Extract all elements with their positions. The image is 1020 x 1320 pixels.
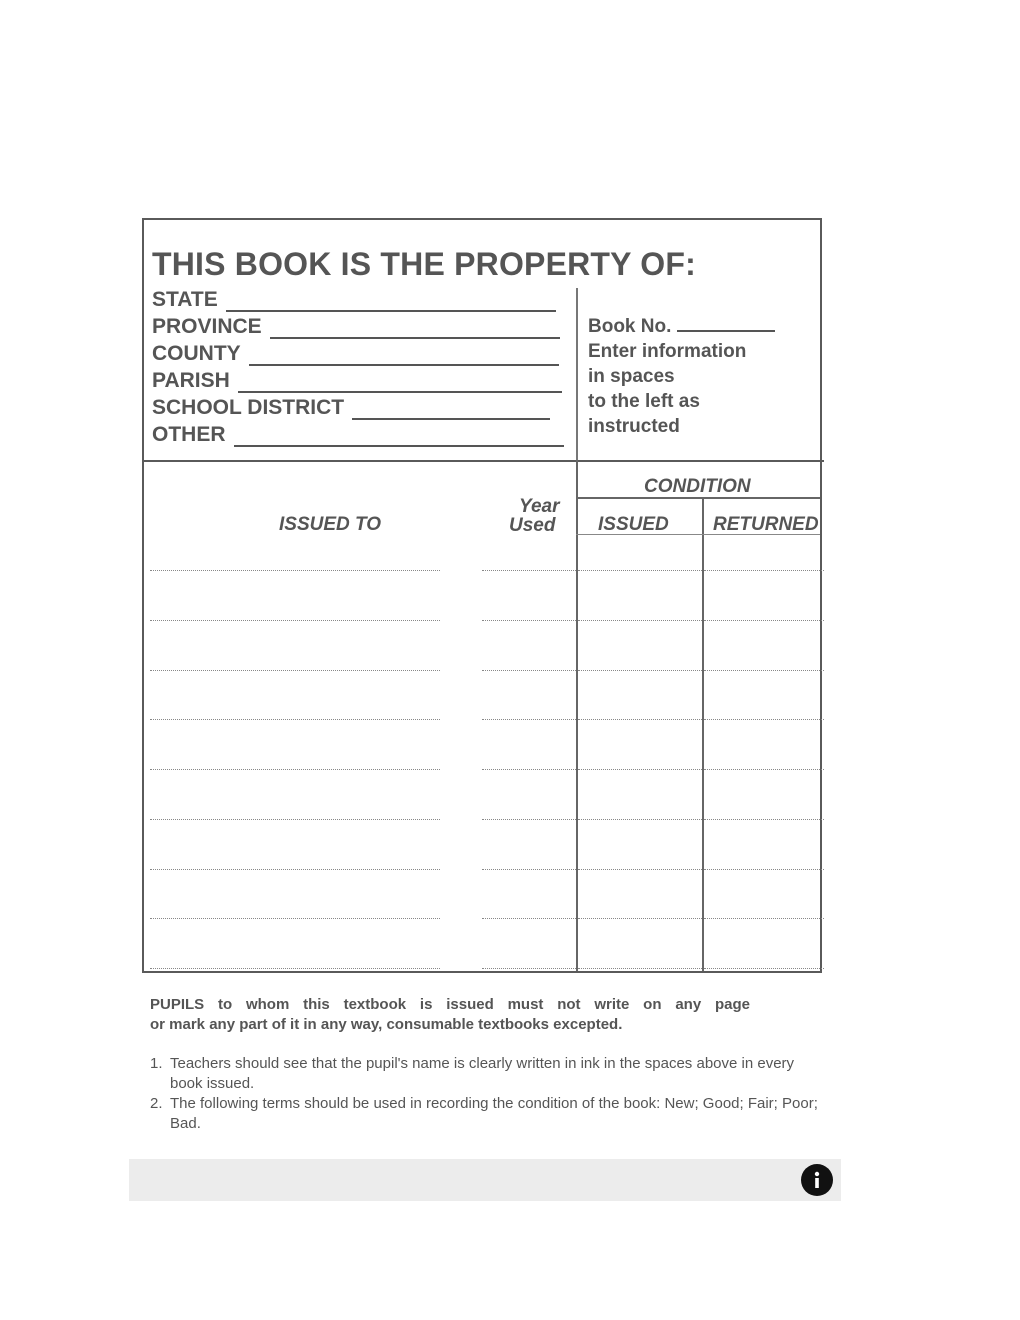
field-label-other: OTHER	[152, 423, 226, 446]
book-number-note	[588, 314, 775, 439]
row-line-issued[interactable]	[578, 620, 702, 621]
row-line-year[interactable]	[482, 620, 576, 621]
instruction-number: 1.	[150, 1055, 163, 1072]
row-line-issued-to[interactable]	[150, 769, 440, 770]
section-divider	[144, 460, 824, 462]
row-line-issued-to[interactable]	[150, 670, 440, 671]
field-province[interactable]	[152, 315, 560, 339]
instruction-text: Teachers should see that the pupil's name is clearly written in ink in the spaces above in every book issued.	[170, 1055, 795, 1092]
notice-line-1: PUPILS to whom this textbook is issued must not write on any page	[150, 996, 750, 1013]
form-title: THIS BOOK IS THE PROPERTY OF:	[152, 246, 696, 282]
row-line-issued-to[interactable]	[150, 918, 440, 919]
note-line-2: in spaces	[588, 366, 675, 387]
row-line-year[interactable]	[482, 968, 576, 969]
condition-divider	[576, 460, 578, 971]
row-line-issued-to[interactable]	[150, 570, 440, 571]
issued-header: ISSUED	[598, 514, 669, 535]
book-no-row[interactable]	[588, 314, 775, 339]
field-label-parish: PARISH	[152, 369, 230, 392]
book-no-label: Book No.	[588, 316, 672, 337]
property-form	[142, 218, 822, 973]
row-line-issued[interactable]	[578, 670, 702, 671]
row-line-returned[interactable]	[704, 719, 824, 720]
returned-header: RETURNED	[713, 514, 819, 535]
instruction-item	[150, 1094, 822, 1134]
issued-returned-divider	[702, 497, 704, 971]
field-line-state[interactable]	[226, 292, 556, 312]
row-line-year[interactable]	[482, 719, 576, 720]
row-line-returned[interactable]	[704, 620, 824, 621]
field-line-province[interactable]	[270, 319, 560, 339]
row-line-year[interactable]	[482, 869, 576, 870]
row-line-issued-to[interactable]	[150, 819, 440, 820]
row-line-returned[interactable]	[704, 819, 824, 820]
instructions-list	[150, 1054, 822, 1134]
field-line-county[interactable]	[249, 346, 559, 366]
condition-header: CONDITION	[644, 476, 751, 497]
row-line-returned[interactable]	[704, 918, 824, 919]
note-line-4: instructed	[588, 416, 680, 437]
year-header-line1: Year	[519, 496, 560, 517]
row-line-issued[interactable]	[578, 968, 702, 969]
issued-to-header: ISSUED TO	[279, 514, 382, 535]
field-other[interactable]	[152, 423, 564, 447]
row-line-issued[interactable]	[578, 869, 702, 870]
row-line-year[interactable]	[482, 918, 576, 919]
field-line-school-district[interactable]	[352, 400, 550, 420]
row-line-returned[interactable]	[704, 769, 824, 770]
row-line-returned[interactable]	[704, 968, 824, 969]
notice-text	[150, 995, 750, 1035]
field-label-school-district: SCHOOL DISTRICT	[152, 396, 345, 419]
top-divider	[576, 288, 578, 460]
row-line-year[interactable]	[482, 570, 576, 571]
instruction-number: 2.	[150, 1095, 163, 1112]
row-line-year[interactable]	[482, 769, 576, 770]
row-line-issued[interactable]	[578, 719, 702, 720]
row-line-year[interactable]	[482, 670, 576, 671]
instruction-item	[150, 1054, 822, 1094]
row-line-issued-to[interactable]	[150, 869, 440, 870]
notice-line-2: or mark any part of it in any way, consumable textbooks excepted.	[150, 1016, 623, 1033]
row-line-issued-to[interactable]	[150, 719, 440, 720]
field-county[interactable]	[152, 342, 559, 366]
row-line-issued-to[interactable]	[150, 620, 440, 621]
field-label-province: PROVINCE	[152, 315, 262, 338]
year-header-line2: Used	[509, 515, 556, 536]
row-line-issued[interactable]	[578, 819, 702, 820]
field-school-district[interactable]	[152, 396, 550, 420]
footer-bar	[129, 1159, 841, 1201]
note-line-1: Enter information	[588, 341, 747, 362]
field-label-county: COUNTY	[152, 342, 241, 365]
field-line-other[interactable]	[234, 427, 564, 447]
field-label-state: STATE	[152, 288, 218, 311]
row-line-returned[interactable]	[704, 670, 824, 671]
field-state[interactable]	[152, 288, 556, 312]
instruction-text: The following terms should be used in recording the condition of the book: New; Good; Fair; Poor; Bad.	[170, 1095, 818, 1132]
note-line-3: to the left as	[588, 391, 700, 412]
row-line-issued[interactable]	[578, 918, 702, 919]
book-no-line[interactable]	[677, 316, 775, 332]
row-line-returned[interactable]	[704, 570, 824, 571]
field-line-parish[interactable]	[238, 373, 562, 393]
row-line-issued-to[interactable]	[150, 968, 440, 969]
field-parish[interactable]	[152, 369, 562, 393]
row-line-issued[interactable]	[578, 769, 702, 770]
row-line-year[interactable]	[482, 819, 576, 820]
info-icon[interactable]	[801, 1164, 833, 1196]
row-line-returned[interactable]	[704, 869, 824, 870]
row-line-issued[interactable]	[578, 570, 702, 571]
